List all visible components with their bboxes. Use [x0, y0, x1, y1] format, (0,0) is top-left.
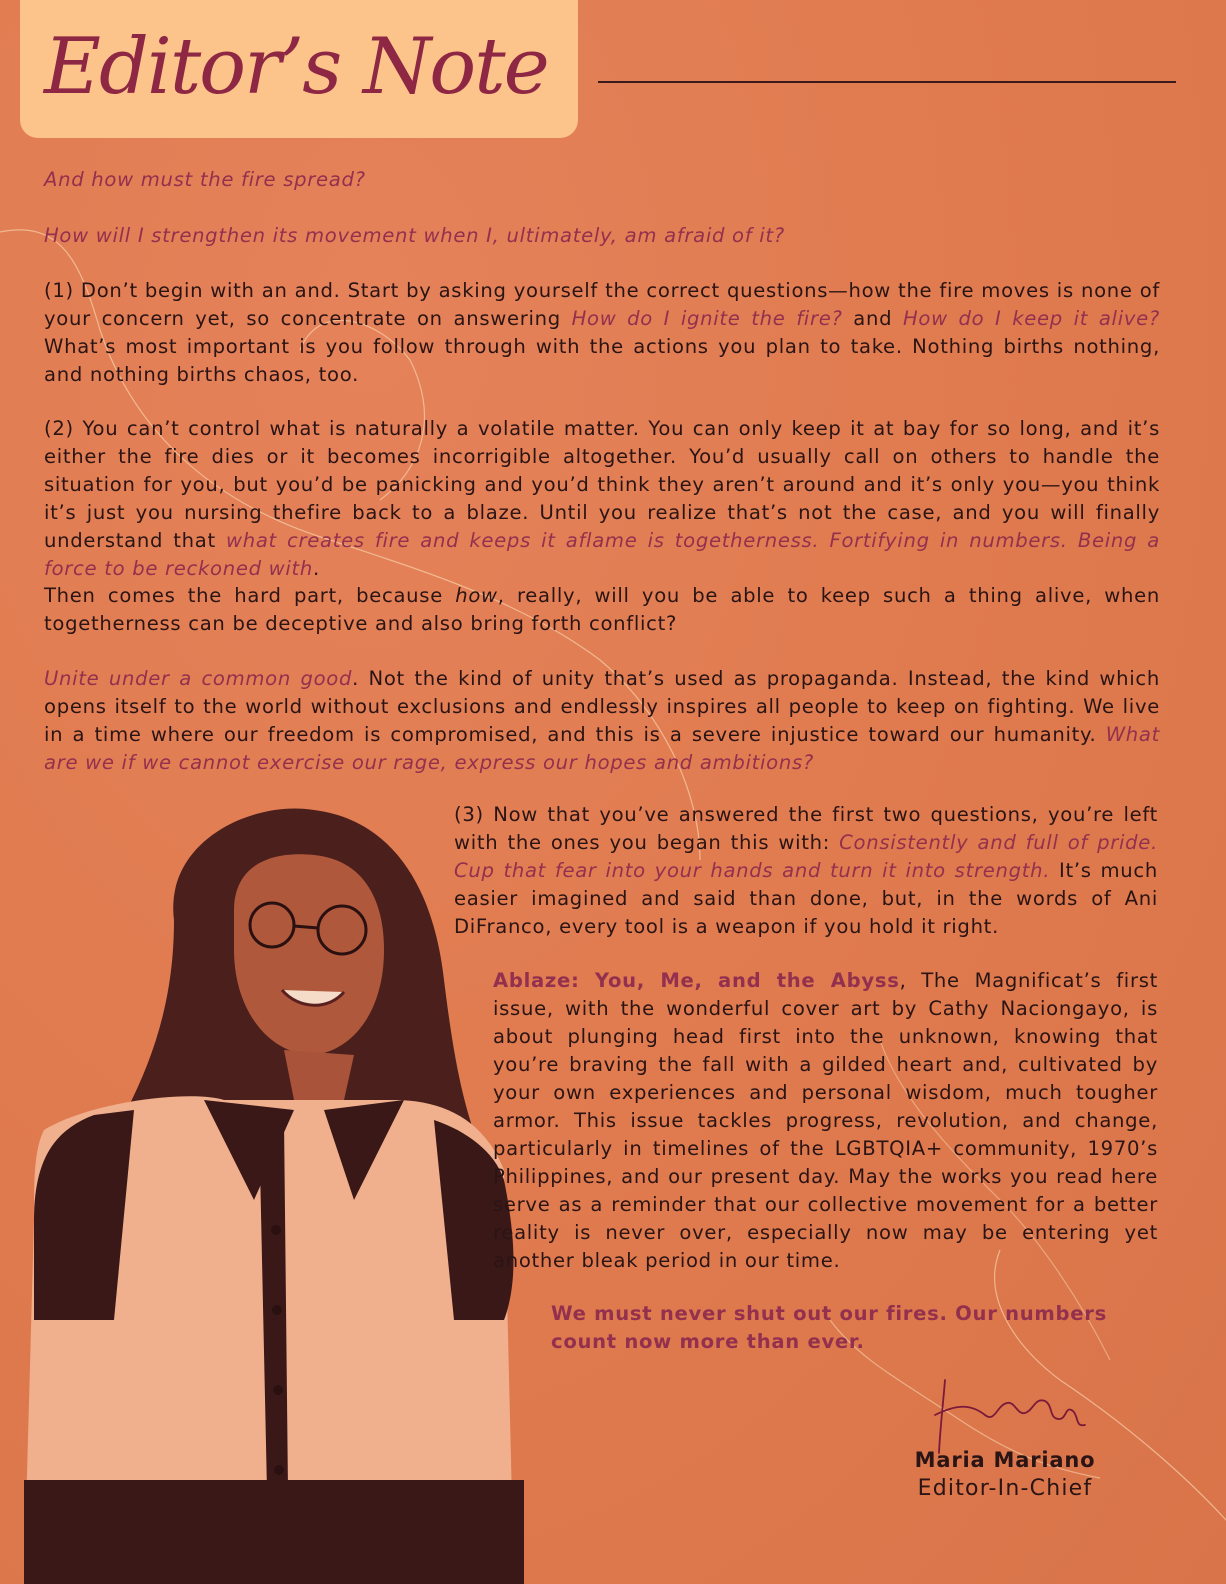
title-rule — [598, 81, 1176, 83]
paragraph-3: Then comes the hard part, because how, really, will you be able to keep such a thing alive, when togetherness can be deceptive and also bring forth conflict? — [44, 584, 1160, 635]
intro-question-1: And how must the fire spread? — [44, 168, 366, 191]
paragraph-1: (1) Don’t begin with an and. Start by asking yourself the correct questions—how the fire moves is none of your concern yet, so concentrate on answering How do I ignite the fire? and How do I keep it alive? What’s most important is you follow through with the actions you plan to take. Nothing births nothing, and nothing births chaos, too. — [44, 279, 1160, 386]
signature-name: Maria Mariano — [914, 1448, 1096, 1472]
paragraph-2: (2) You can’t control what is naturally a volatile matter. You can only keep it at bay for so long, and it’s either the fire dies or it becomes incorrigible altogether. You’d usually call on others to handle the situation for you, but you’d be panicking and you’d think they aren’t around and it’s only you—you think it’s just you nursing thefire back to a blaze. Until you realize that’s not the case, and you will finally understand that what creates fire and keeps it aflame is togetherness. Fortifying in numbers. Being a force to be reckoned with. — [44, 417, 1160, 580]
intro-question-2: How will I strengthen its movement when I, ultimately, am afraid of it? — [44, 224, 785, 247]
closing-statement: We must never shut out our fires. Our numbers count now more than ever. — [551, 1302, 1107, 1353]
paragraph-5: (3) Now that you’ve answered the first two questions, you’re left with the ones you began this with: Consistently and full of pride. Cup that fear into your hands and turn it into strength. It’s much easier imagined and said than done, but, in the words of Ani DiFranco, every tool is a weapon if you hold it right. — [454, 803, 1158, 938]
page-title: Editor’s Note — [44, 22, 548, 112]
paragraph-6: Ablaze: You, Me, and the Abyss, The Magnificat’s first issue, with the wonderful cover art by Cathy Naciongayo, is about plunging head first into the unknown, knowing that you’re braving the fall with a gilded heart and, cultivated by your own experiences and personal wisdom, much tougher armor. This issue tackles progress, revolution, and change, particularly in timelines of the LGBTQIA+ community, 1970’s Philippines, and our present day. May the works you read here serve as a reminder that our collective movement for a better reality is never over, especially now may be entering yet another bleak period in our time. — [493, 969, 1158, 1272]
paragraph-4: Unite under a common good. Not the kind of unity that’s used as propaganda. Instead, the kind which opens itself to the world without exclusions and endlessly inspires all people to keep on fighting. We live in a time where our freedom is compromised, and this is a severe injustice toward our humanity. What are we if we cannot exercise our rage, express our hopes and ambitions? — [44, 667, 1161, 774]
signature-scribble — [925, 1375, 1090, 1455]
signature-role: Editor-In-Chief — [917, 1476, 1093, 1501]
